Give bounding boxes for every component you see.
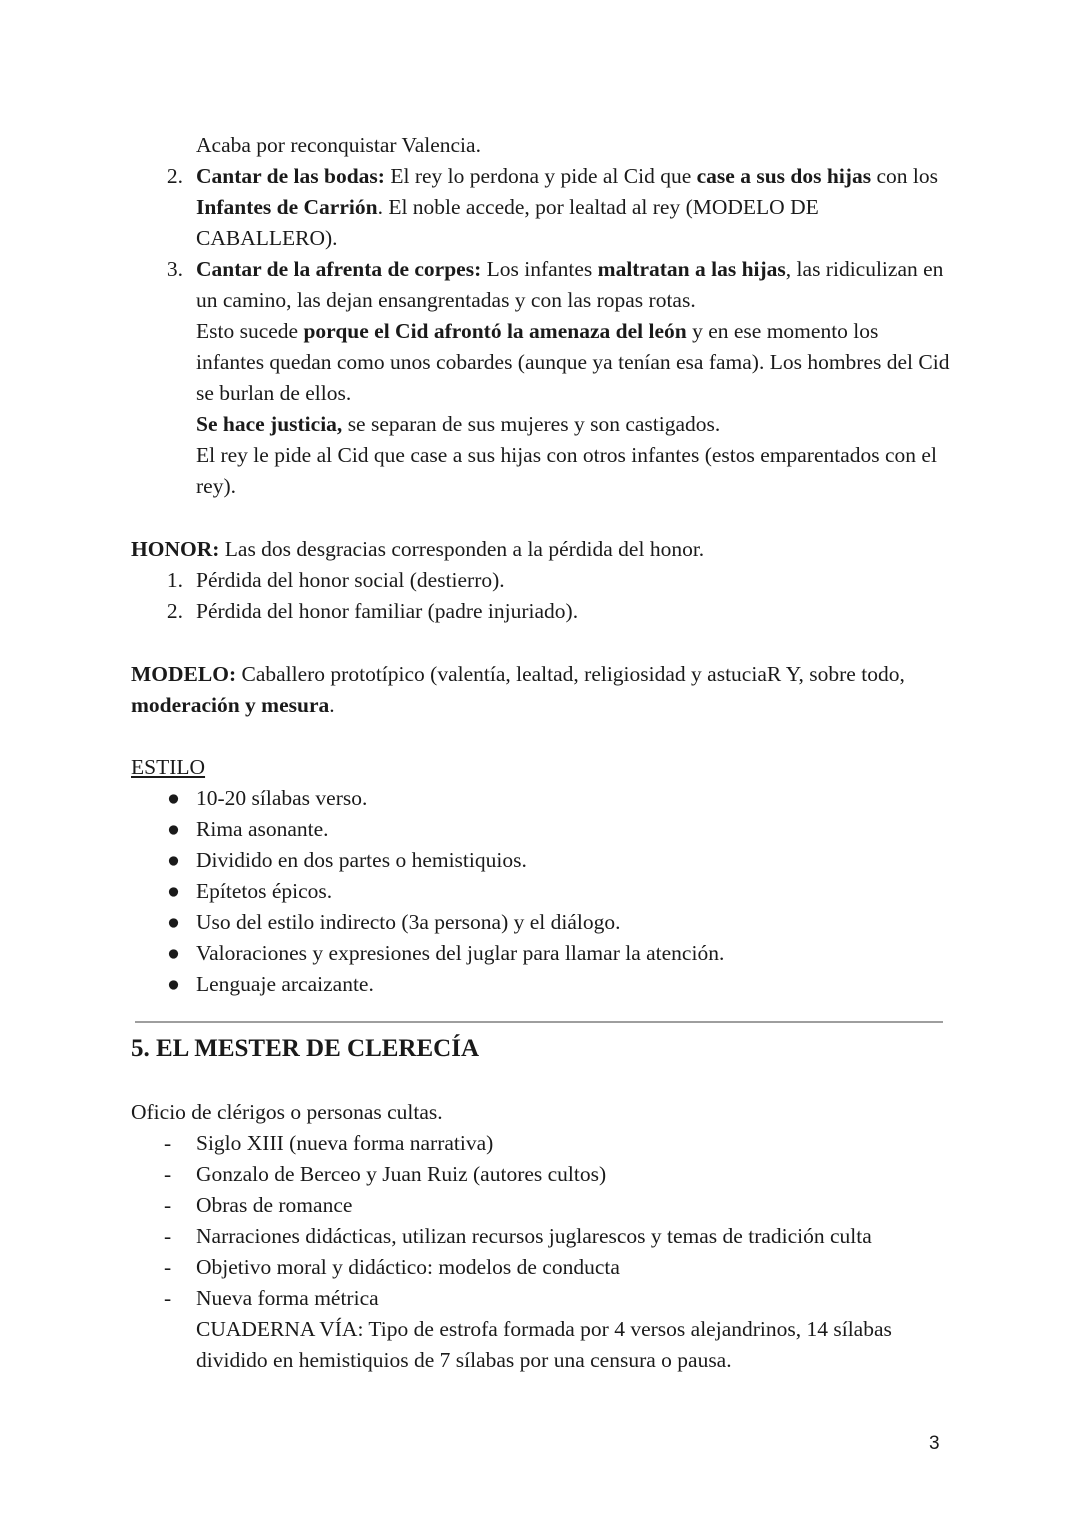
list-item: - Nueva forma métrica CUADERNA VÍA: Tipo de estrofa formada por 4 versos alejandrinos, 14 sílabas dividido en hemistiquios de 7 sílabas por una censura o pausa. [131,1283,951,1376]
bullet-icon: ● [167,879,180,903]
bullet-icon: ● [167,848,180,872]
modelo-section: MODELO: Caballero prototípico (valentía, lealtad, religiosidad y astuciaR Y, sobre todo, moderación y mesura. [131,662,905,717]
list-item: - Siglo XIII (nueva forma narrativa) [131,1128,951,1159]
list-item: - Narraciones didácticas, utilizan recursos juglarescos y temas de tradición culta [131,1221,951,1252]
afrenta-paragraph-2: Esto sucede porque el Cid afrontó la amenaza del león y en ese momento los infantes quedan como unos cobardes (aunque ya tenían esa fama). Los hombres del Cid se burlan de ellos. [196,319,950,405]
dash-icon: - [164,1131,172,1155]
dash-icon: - [164,1255,172,1279]
honor-line: HONOR: Las dos desgracias corresponden a la pérdida del honor. [131,537,705,561]
mester-clerecia-section [131,1097,951,1376]
afrenta-paragraph-3: Se hace justicia, se separan de sus mujeres y son castigados. [196,412,721,436]
dash-icon: - [164,1286,172,1310]
list-number: 3. [166,257,183,281]
page-number: 3 [929,1433,940,1454]
list-item-cantar-afrenta: 3. Cantar de la afrenta de corpes: Los infantes maltratan a las hijas, las ridiculizan en un camino, las dejan ensangrentadas y con las ropas rotas. Esto sucede porque el Cid afrontó la amenaza del león y en ese momento los infantes quedan como unos cobardes (aunque ya tenían esa fama). Los hombres del Cid se burlan de ellos. Se hace justicia, se separan de sus mujeres y son castigados. El rey le pide al Cid que case a sus hijas con otros infantes (estos emparentados con el rey). [131,254,951,502]
list-item: ● Rima asonante. [131,814,951,845]
list-number: 2. [166,164,183,188]
estilo-section [131,752,951,1000]
bullet-icon: ● [167,941,180,965]
horizontal-divider [135,1021,943,1023]
afrenta-paragraph-4: El rey le pide al Cid que case a sus hijas con otros infantes (estos emparentados con el rey). [196,443,937,498]
list-item-cantar-bodas: 2. Cantar de las bodas: El rey lo perdona y pide al Cid que case a sus dos hijas con los Infantes de Carrión. El noble accede, por lealtad al rey (MODELO DE CABALLERO). [131,161,951,254]
continuation-line: Acaba por reconquistar Valencia. [196,133,481,157]
bullet-icon: ● [167,910,180,934]
list-item: 1. Pérdida del honor social (destierro). [166,568,505,592]
cantar-title: Cantar de la afrenta de corpes: [196,257,482,281]
list-item: - Objetivo moral y didáctico: modelos de conducta [131,1252,951,1283]
bullet-icon: ● [167,817,180,841]
list-item: ● Dividido en dos partes o hemistiquios. [131,845,951,876]
list-item: ● Lenguaje arcaizante. [131,969,951,1000]
dash-icon: - [164,1224,172,1248]
list-item: 2. Pérdida del honor familiar (padre injuriado). [166,599,579,623]
dash-icon: - [164,1162,172,1186]
list-item: ● Uso del estilo indirecto (3a persona) y el diálogo. [131,907,951,938]
cantar-title: Cantar de las bodas: [196,164,385,188]
list-item: ● Epítetos épicos. [131,876,951,907]
list-item: - Obras de romance [131,1190,951,1221]
list-item: - Gonzalo de Berceo y Juan Ruiz (autores cultos) [131,1159,951,1190]
cuaderna-via-definition: CUADERNA VÍA: Tipo de estrofa formada por 4 versos alejandrinos, 14 sílabas dividido en hemistiquios de 7 sílabas por una censura o pausa. [196,1317,892,1372]
bullet-icon: ● [167,786,180,810]
bullet-icon: ● [167,972,180,996]
honor-label: HONOR: [131,537,220,561]
section-intro: Oficio de clérigos o personas cultas. [131,1100,443,1124]
list-item: ● 10-20 sílabas verso. [131,783,951,814]
list-item: ● Valoraciones y expresiones del juglar para llamar la atención. [131,938,951,969]
honor-section [131,534,951,627]
cantares-list [131,130,951,502]
modelo-label: MODELO: [131,662,237,686]
estilo-heading: ESTILO [131,755,206,779]
dash-icon: - [164,1193,172,1217]
section-heading: 5. EL MESTER DE CLERECÍA [131,1035,479,1062]
